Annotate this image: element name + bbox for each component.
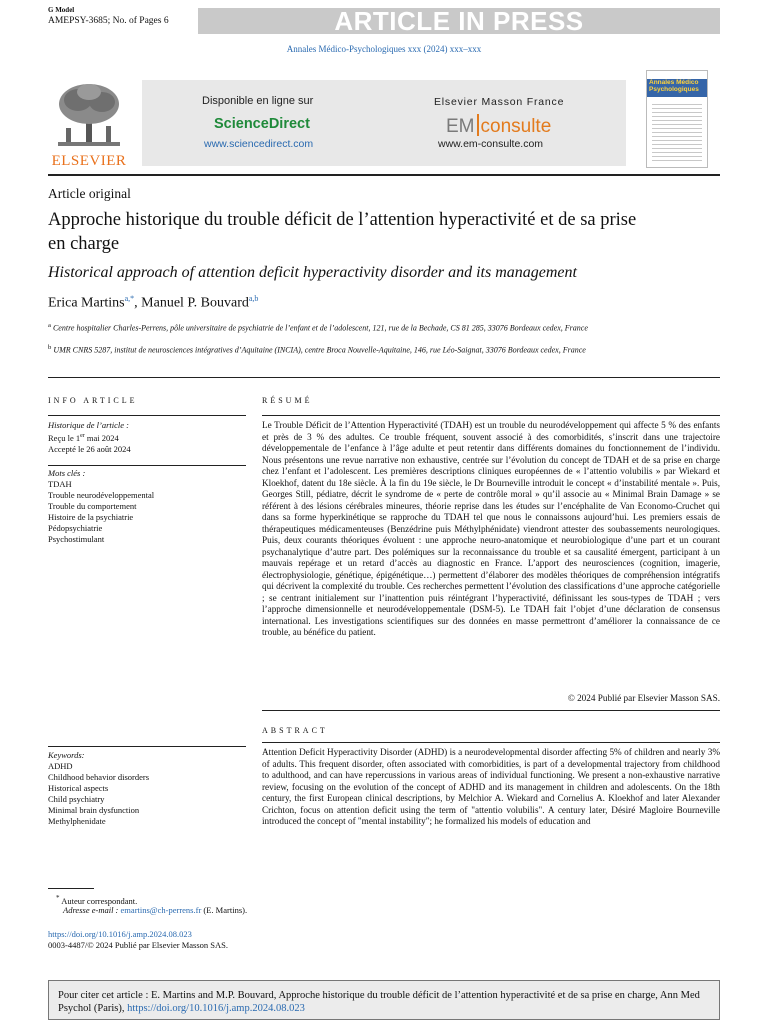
elsevier-masson-label: Elsevier Masson France <box>434 96 565 108</box>
keywords-en-rule <box>48 746 246 747</box>
abstract-heading: ABSTRACT <box>262 726 328 735</box>
keyword-item: Methylphenidate <box>48 816 106 826</box>
footnote-mark: * <box>56 894 60 902</box>
received-date <box>48 431 246 444</box>
elsevier-tree-icon <box>48 80 130 152</box>
abstract-rule <box>262 742 720 743</box>
elsevier-wordmark: ELSEVIER <box>51 153 127 169</box>
em-logo-left: EM <box>446 116 475 137</box>
info-article-heading: INFO ARTICLE <box>48 396 138 405</box>
issn-line: 0003-4487/© 2024 Publié par Elsevier Masson SAS. <box>48 940 228 950</box>
author-affiliation-mark[interactable]: a,b <box>248 294 259 303</box>
author-name: Manuel P. Bouvard <box>141 295 249 311</box>
author-list <box>48 294 258 312</box>
title-english: Historical approach of attention deficit hyperactivity disorder and its management <box>48 264 577 281</box>
keyword-item: ADHD <box>48 761 73 771</box>
keyword-item: Child psychiatry <box>48 794 105 804</box>
resume-heading: RÉSUMÉ <box>262 396 313 405</box>
affiliation-mark: a <box>48 322 51 329</box>
affiliation-b <box>48 342 648 356</box>
top-header <box>48 6 720 36</box>
author-affiliation-mark[interactable]: a,* <box>124 294 135 303</box>
affiliation-a <box>48 320 648 334</box>
accepted-date: Accepté le 26 août 2024 <box>48 443 131 454</box>
keywords-english <box>48 750 246 827</box>
citation-box <box>48 980 720 1020</box>
em-logo-divider <box>477 114 479 136</box>
journal-cover-thumbnail[interactable] <box>646 70 708 168</box>
footnote-text: Auteur correspondant. <box>61 895 138 906</box>
g-model-label: G Model <box>48 6 75 14</box>
cover-title: Annales Médico Psychologiques <box>649 79 699 93</box>
author-separator: , <box>134 295 142 311</box>
document-id: AMEPSY-3685; No. of Pages 6 <box>48 16 169 26</box>
keyword-item: Trouble du comportement <box>48 501 137 511</box>
email-link[interactable]: emartins@ch-perrens.fr <box>120 905 202 915</box>
publisher-banner <box>48 70 720 168</box>
keyword-item: Histoire de la psychiatrie <box>48 512 134 522</box>
keyword-item: Trouble neurodéveloppemental <box>48 490 155 500</box>
citation-text: Pour citer cet article : E. Martins and M.P. Bouvard, Approche historique du trouble déficit de l’attention hyperactivité et de sa prise en charge, Ann Med Psychol (Paris), <box>58 990 700 1014</box>
keyword-item: TDAH <box>48 479 72 489</box>
em-consulte-logo[interactable] <box>446 114 551 138</box>
keyword-item: Pédopsychiatrie <box>48 523 103 533</box>
available-online-label: Disponible en ligne sur <box>202 95 314 107</box>
footnote-rule <box>48 888 94 889</box>
received-text: Reçu le 1 <box>48 432 81 443</box>
article-history <box>48 420 246 455</box>
sciencedirect-logo[interactable]: ScienceDirect <box>214 116 310 132</box>
keyword-item: Psychostimulant <box>48 534 105 544</box>
availability-box <box>142 80 626 166</box>
received-rest: mai 2024 <box>84 432 119 443</box>
article-in-press-band <box>198 8 720 34</box>
article-type: Article original <box>48 186 131 201</box>
email-suffix: (E. Martins). <box>201 905 248 915</box>
affiliation-mark: b <box>48 344 52 351</box>
sciencedirect-link[interactable]: www.sciencedirect.com <box>204 138 314 150</box>
author-name: Erica Martins <box>48 295 125 311</box>
journal-reference-link[interactable]: Annales Médico-Psychologiques xxx (2024) xxx–xxx <box>286 44 482 54</box>
email-note <box>63 905 247 916</box>
resume-rule <box>262 415 720 416</box>
resume-copyright: © 2024 Publié par Elsevier Masson SAS. <box>567 693 720 703</box>
keyword-item: Historical aspects <box>48 783 109 793</box>
email-label: Adresse e-mail : <box>63 905 119 915</box>
resume-end-rule <box>262 710 720 711</box>
citation-doi-link[interactable]: https://doi.org/10.1016/j.amp.2024.08.023 <box>127 1003 305 1014</box>
doi-link[interactable]: https://doi.org/10.1016/j.amp.2024.08.023 <box>48 929 192 939</box>
article-in-press-label: ARTICLE IN PRESS <box>334 6 584 36</box>
keywords-en-label: Keywords: <box>48 750 85 760</box>
keyword-item: Childhood behavior disorders <box>48 772 150 782</box>
keywords-french <box>48 468 246 545</box>
keywords-fr-label: Mots clés : <box>48 468 86 478</box>
history-rule <box>48 465 246 466</box>
info-rule <box>48 415 246 416</box>
title-french: Approche historique du trouble déficit de l’attention hyperactivité et de sa prise en charge <box>48 210 637 254</box>
em-consulte-link[interactable]: www.em-consulte.com <box>438 138 544 150</box>
keyword-item: Minimal brain dysfunction <box>48 805 140 815</box>
affiliation-text: Centre hospitalier Charles-Perrens, pôle universitaire de psychiatrie de l’enfant et de l’adolescent, 121, rue de la Bechade, CS 81 285, 33076 Bordeaux cedex, France <box>52 323 588 333</box>
elsevier-logo <box>48 80 130 170</box>
received-sup: er <box>80 433 85 439</box>
affiliation-text: UMR CNRS 5287, institut de neurosciences intégratives d’Aquitaine (INCIA), centre Broca Nouvelle-Aquitaine, 146, rue Léo-Saignat, 33076 Bordeaux cedex, France <box>53 345 586 355</box>
cover-contents-lines <box>652 101 702 161</box>
em-logo-right: consulte <box>480 116 552 137</box>
history-label: Historique de l’article : <box>48 420 129 430</box>
title-divider <box>48 377 720 378</box>
resume-text: Le Trouble Déficit de l’Attention Hyperactivité (TDAH) est un trouble du neurodéveloppement qui affecte 5 % des enfants et près de 3 % des adultes. Ce trouble fréquent, souvent associé à des comorbidités, s’inscrit dans une trajectoire développementale de l’enfance à l’âge adulte et peut retentir dans différents domaines du fonctionnement de l’individu. Nous présentons une revue narrative non exhaustive, centrée sur l’évolution du concept de TDAH et de sa prise en charge chez l’enfant et l’adolescent. Les premières descriptions cliniques européennes de « l’attentio volubilis » par Wiekard et Kloekhof, datent du 18e siècle. À la fin du 19e siècle, le Dr Bourneville introduit le concept « d’instabilité mentale ». Puis, Georges Still, pédiatre, décrit le syndrome de « perte de contrôle moral » qu’il associe au « Minimal Brain Damage » se référent à des lésions cérébrales mineures, théorie reprise dans les études sur l’encéphalite de Van Economo-Cruchet qui dans sa forme hyperkinétique se rapproche du TDAH tel que nous le connaissons aujourd’hui. Les premiers essais de thérapeutiques médicamenteuses (Benzédrine puis Méthylphénidate) viendront attester des soubassements neurologiques. Puis, deux courants théoriques évoluent : une approche neuro-anatomique et neurobiologique d’une part et un courant psychanalytique d’autre part. Des polémiques sur la reconnaissance du trouble et sa causalité émergent, participant à un mauvais repérage et un retard d’accès au diagnostic en France. L’apport des neurosciences (cognition, imagerie, électrophysiologie, génétique, épigénétique…) permettent d’élaborer des modèles théoriques de compréhension intégratifs qui décrivent la complexité du trouble. Ces recherches permettent l’évolution des classifications d’une approche catégorielle ; se centrant initialement sur l’inattention puis réintégrant l’hyperactivité, définissant les sous-types de TDAH ; vers l’approche dimensionnelle et neurodéveloppementale (DSM-5). Le TDAH fait l’objet d’une déclaration de consensus international. Les investigations scientifiques sur des données en masse permettront d’améliorer la connaissance de ce trouble, au bénéfice du patient. <box>262 420 720 637</box>
banner-divider <box>48 174 720 176</box>
abstract-text: Attention Deficit Hyperactivity Disorder (ADHD) is a neurodevelopmental disorder affecting 5% of children and nearly 3% of adults. This frequent disorder, often associated with comorbidities, is part of a developmental trajectory from childhood to adulthood, and can have repercussions in various areas of individual functioning. We present a non-exhaustive narrative review, focusing on the evolution of the concept of ADHD and its management in children and adolescents. On the 18th century, the first European clinical descriptions, by Melchior A. Wiekard and Cornelius A. Kloekhof and later Alexander Crichton, focus on attention deficit using the term of "attentio volubilis". A century later, Désiré Magloire Bourneville introduced the concept of "mental instability"; he formalized his models of education and <box>262 747 720 826</box>
